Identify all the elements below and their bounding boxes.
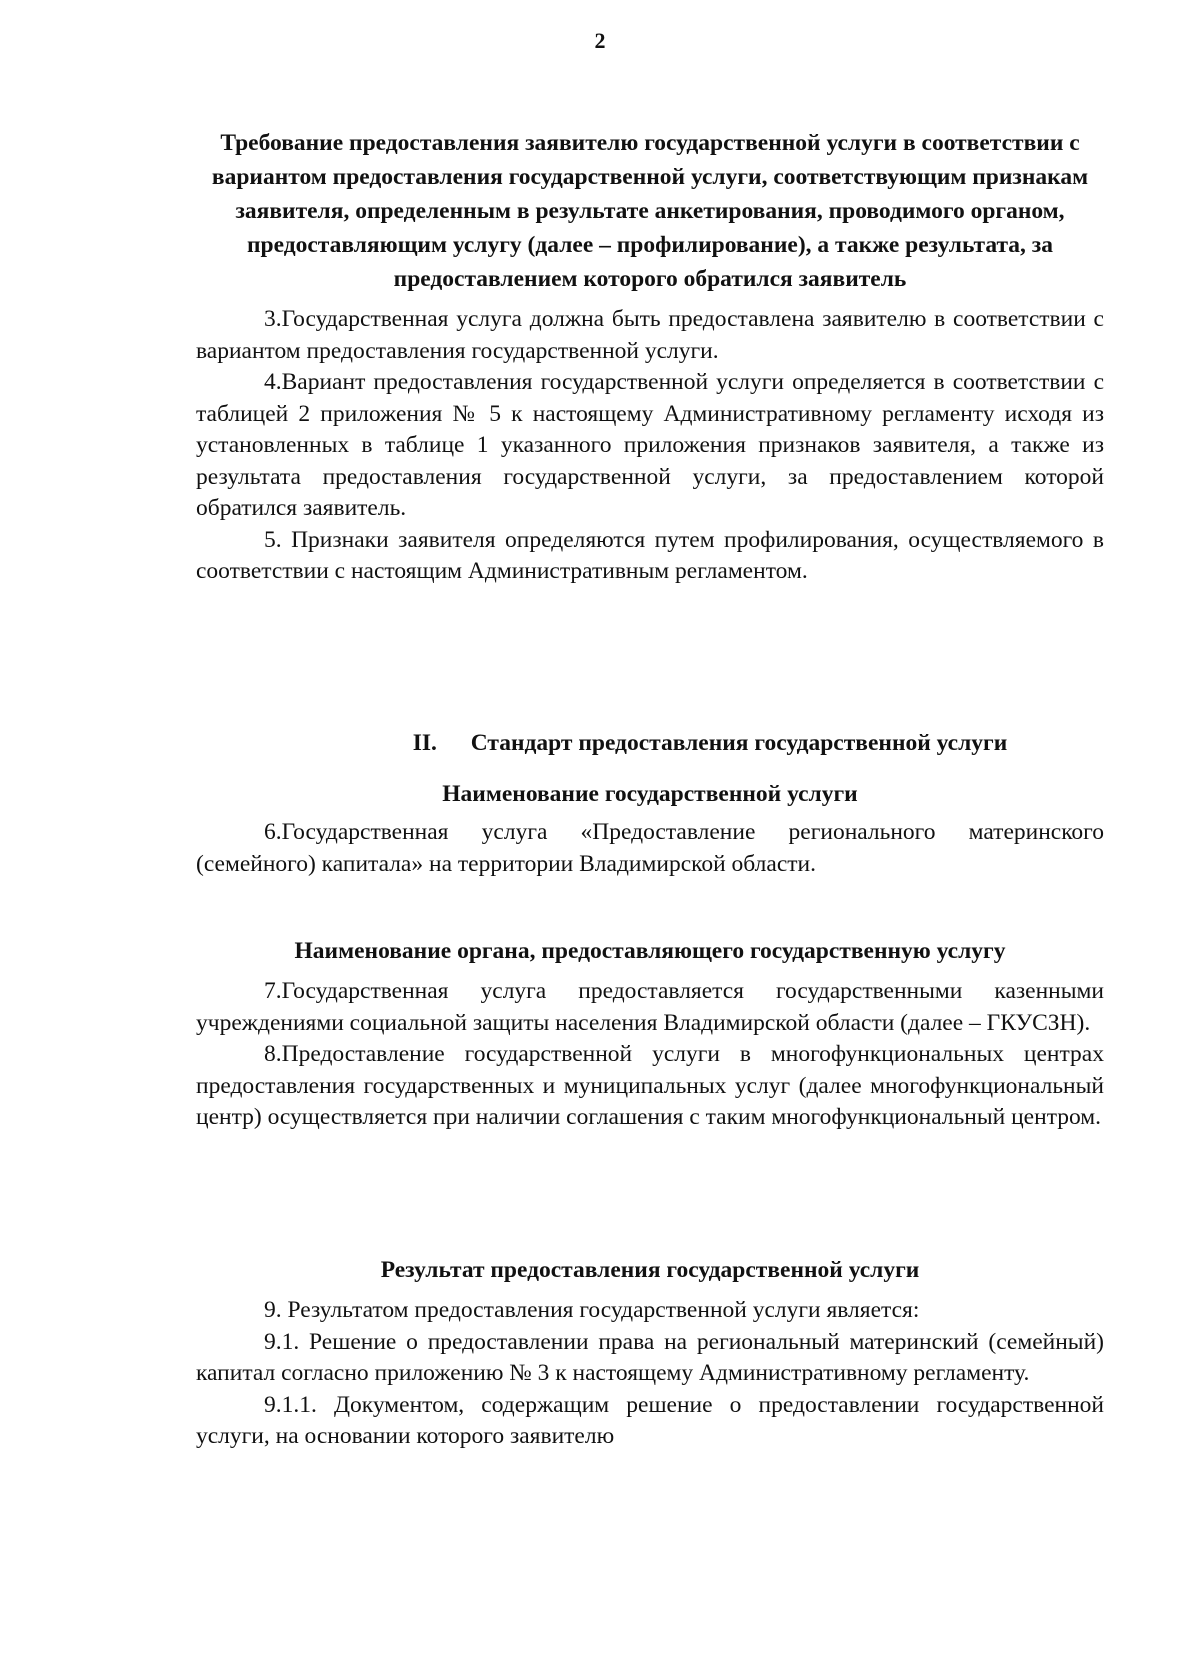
paragraph-8: 8.Предоставление государственной услуги в многофункциональных центрах предоставления государственных и муниципальных услуг (далее многофункциональный центр) осуществляется при наличии соглашения с таким многофункциональный центром.	[196, 1041, 1104, 1130]
paragraph-7: 7.Государственная услуга предоставляется государственными казенными учреждениями социальной защиты населения Владимирской области (далее – ГКУСЗН).	[196, 978, 1104, 1036]
service-name-block	[196, 777, 1104, 880]
section-title: Стандарт предоставления государственной услуги	[470, 730, 1008, 756]
paragraph-9-1: 9.1. Решение о предоставлении права на региональный материнский (семейный) капитал согласно приложению № 3 к настоящему Административному регламенту.	[196, 1328, 1104, 1386]
result-block	[196, 1253, 1104, 1453]
section-number: II.	[412, 730, 437, 756]
paragraph-3: 3.Государственная услуга должна быть предоставлена заявителю в соответствии с вариантом предоставления государственной услуги.	[196, 306, 1104, 364]
requirements-heading: Требование предоставления заявителю государственной услуги в соответствии с вариантом предоставления государственной услуги, соответствующим признакам заявителя, определенным в результате анкетирования, проводимого органом, предоставляющим услугу (далее – профилирование), а также результата, за предоставлением которого обратился заявитель	[211, 130, 1089, 292]
paragraph-4: 4.Вариант предоставления государственной услуги определяется в соответствии с таблицей 2 приложения № 5 к настоящему Административному регламенту исходя из установленных в таблице 1 указанного приложения признаков заявителя, а также из результата предоставления государственной услуги, за предоставлением которой обратился заявитель.	[196, 369, 1104, 521]
paragraph-9-1-1: 9.1.1. Документом, содержащим решение о предоставлении государственной услуги, на основании которого заявителю	[196, 1391, 1104, 1449]
authority-block	[196, 934, 1104, 1134]
paragraph-6: 6.Государственная услуга «Предоставление регионального материнского (семейного) капитала» на территории Владимирской области.	[196, 819, 1104, 877]
authority-heading: Наименование органа, предоставляющего государственную услугу	[294, 938, 1006, 964]
paragraph-5: 5. Признаки заявителя определяются путем профилирования, осуществляемого в соответствии с настоящим Административным регламентом.	[196, 526, 1104, 584]
paragraph-9: 9. Результатом предоставления государственной услуги является:	[264, 1297, 920, 1323]
service-name-heading: Наименование государственной услуги	[442, 781, 858, 807]
section-2-heading	[110, 727, 1200, 759]
page-number: 2	[594, 28, 606, 53]
result-heading: Результат предоставления государственной услуги	[380, 1257, 920, 1283]
requirements-block	[196, 126, 1104, 588]
